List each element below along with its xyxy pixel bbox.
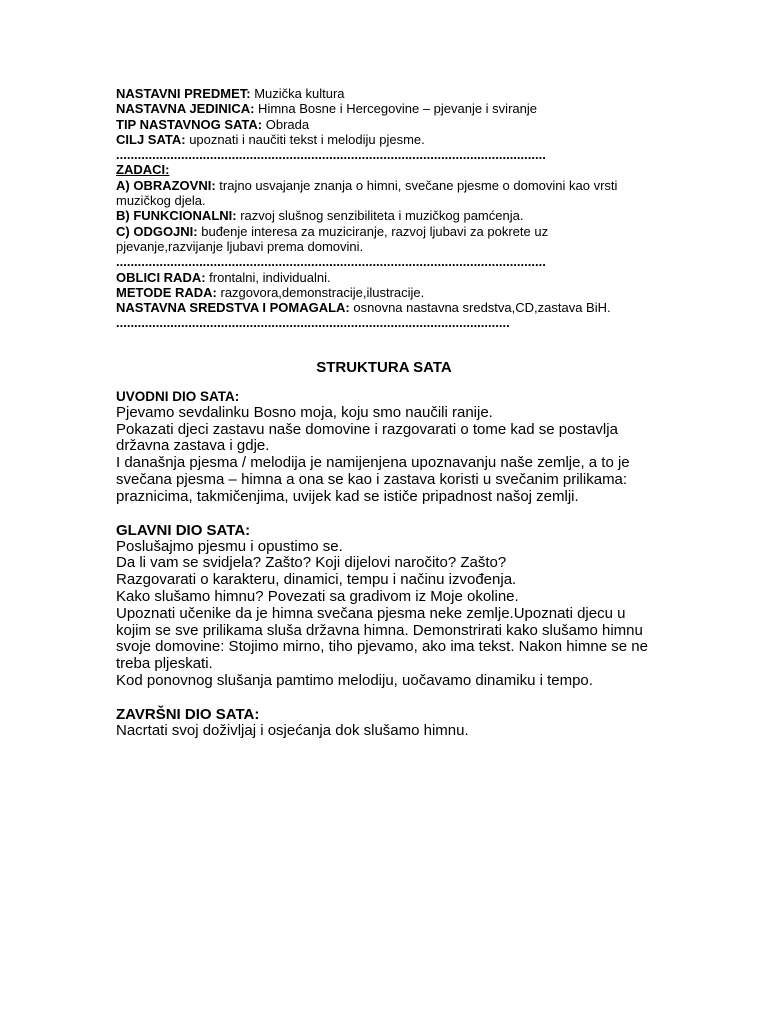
unit-line [116,101,656,116]
educational-task [116,178,656,209]
intro-line: Pjevamo sevdalinku Bosno moja, koju smo naučili ranije. [116,403,493,421]
teaching-aids-value: osnovna nastavna sredstva,CD,zastava BiH. [349,300,611,316]
intro-line: I današnja pjesma / melodija je namijenjena upoznavanju naše zemlje, a to je svečana pjesma – himna a ona se kao i zastava koristi u svečanim prilikama: praznicima, takmičenjima, uvijek kad se ističe pripadnost našoj zemlji. [116,454,630,505]
educational-label: A) OBRAZOVNI: [116,177,216,193]
functional-label: B) FUNKCIONALNI: [116,208,237,224]
subject-line [116,86,656,101]
main-line: Kako slušamo himnu? Povezati sa gradivom iz Moje okoline. [116,587,519,605]
main-line: Kod ponovnog slušanja pamtimo melodiju, uočavamo dinamiku i tempo. [116,671,593,689]
work-forms-label: OBLICI RADA: [116,269,206,285]
upbringing-value: buđenje interesa za muziciranje, razvoj ljubavi za pokrete uz pjevanje,razvijanje ljubavi prema domovini. [116,223,549,254]
main-line: Da li vam se svidjela? Zašto? Koji dijelovi naročito? Zašto? [116,554,507,572]
subject-value: Muzička kultura [250,86,345,101]
lesson-type-line [116,117,656,132]
work-forms-value: frontalni, individualni. [205,269,331,285]
final-section-body [116,723,656,740]
final-line: Nacrtati svoj doživljaj i osjećanja dok slušamo himnu. [116,721,469,739]
dotted-separator: ....................................................................................................................... [116,147,546,163]
goal-value: upoznati i naučiti tekst i melodiju pjesme. [185,131,425,147]
intro-line: Pokazati djeci zastavu naše domovine i razgovarati o tome kad se postavlja državna zastava i gdje. [116,420,618,455]
lesson-type-value: Obrada [262,116,310,132]
methods-label: METODE RADA: [116,284,217,300]
unit-label: NASTAVNA JEDINICA: [116,101,255,117]
educational-value: trajno usvajanje znanja o himni, svečane pjesme o domovini kao vrsti muzičkog djela. [116,177,618,209]
unit-value: Himna Bosne i Hercegovine – pjevanje i sviranje [254,101,537,117]
dotted-separator: ....................................................................................................................... [116,254,546,270]
upbringing-task [116,224,656,255]
subject-label: NASTAVNI PREDMET: [116,86,251,101]
teaching-aids-line [116,300,656,315]
work-forms-line [116,270,656,285]
main-line: Poslušajmo pjesmu i opustimo se. [116,537,343,555]
lesson-type-label: TIP NASTAVNOG SATA: [116,116,263,132]
methods-line [116,285,656,300]
main-line: Razgovarati o karakteru, dinamici, tempu i načinu izvođenja. [116,571,517,589]
goal-label: CILJ SATA: [116,131,186,147]
teaching-aids-label: NASTAVNA SREDSTVA I POMAGALA: [116,300,350,316]
main-section-body [116,539,656,690]
intro-section-body [116,405,656,506]
lesson-plan-page [116,86,656,740]
lesson-header [116,86,656,331]
intro-section-label: UVODNI DIO SATA: [116,388,240,404]
functional-value: razvoj slušnog senzibiliteta i muzičkog pamćenja. [236,208,524,224]
goal-line [116,132,656,147]
methods-value: razgovora,demonstracije,ilustracije. [216,284,425,300]
main-section-label: GLAVNI DIO SATA: [116,521,251,539]
final-section-label: ZAVRŠNI DIO SATA: [116,705,260,723]
page-title: STRUKTURA SATA [316,358,452,376]
upbringing-label: C) ODGOJNI: [116,223,198,239]
main-line: Upoznati učenike da je himna svečana pjesma neke zemlje.Upoznati djecu u kojim se sve prilikama sluša državna himna. Demonstrirati kako slušamo himnu svoje domovine: Stojimo mirno, tiho pjevamo, ako ima tekst. Nakon himne se ne treba pljeskati. [116,604,648,673]
tasks-label: ZADACI: [116,162,170,178]
dotted-separator: ............................................................................................................. [116,315,510,331]
functional-task [116,208,656,223]
